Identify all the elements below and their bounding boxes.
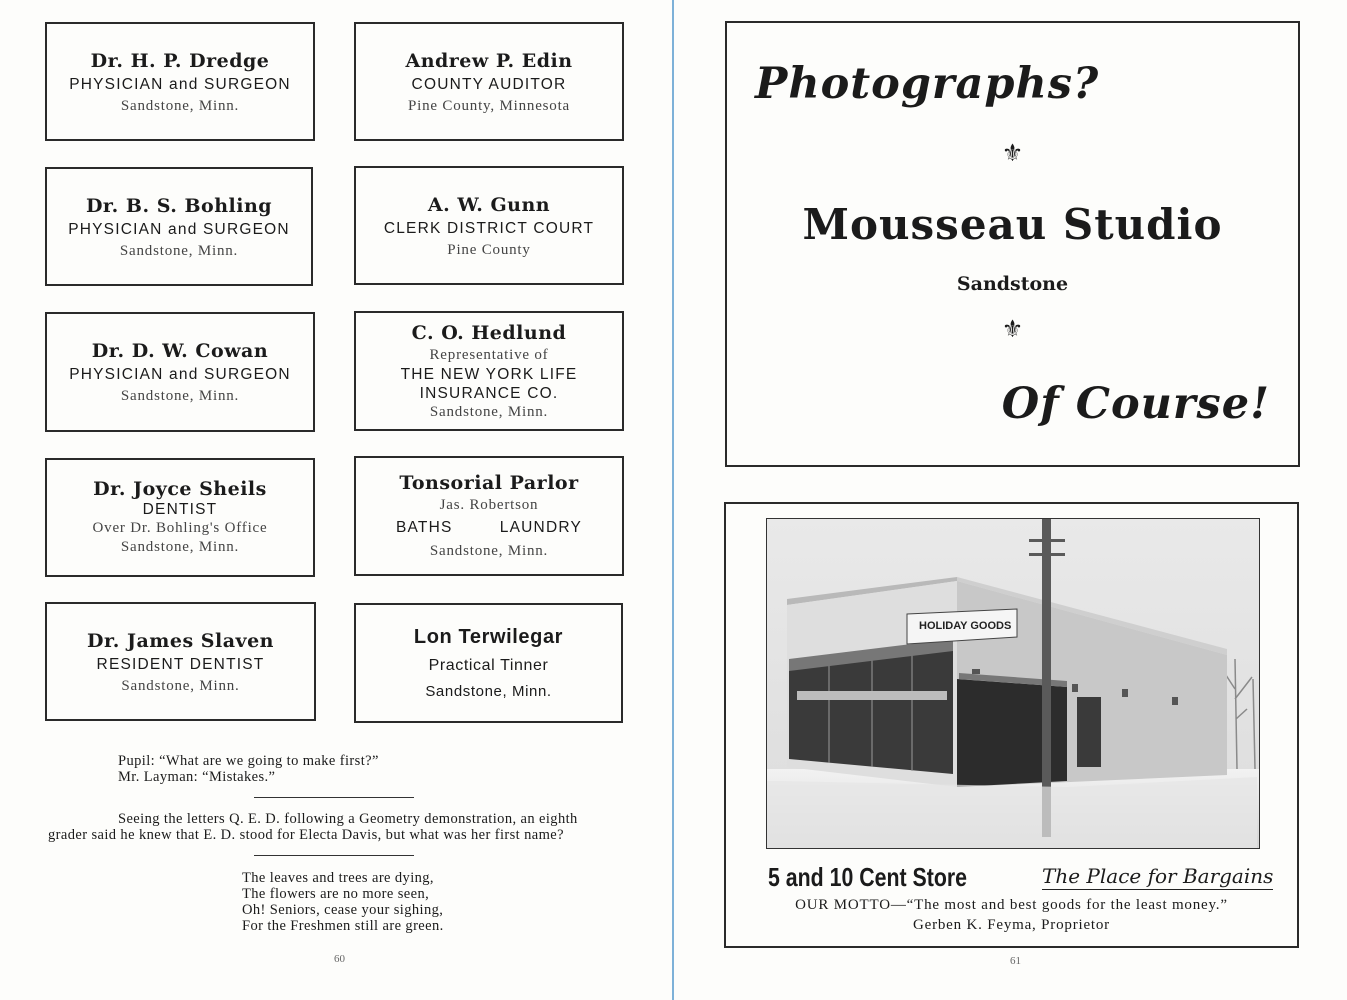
card-name: Dr. B. S. Bohling [85,194,273,217]
card-title: Practical Tinner [428,657,549,674]
poem-line: The flowers are no more seen, [242,886,430,902]
card-location: Sandstone, Minn. [120,539,240,555]
card-cowan [45,312,315,432]
card-name: Dr. D. W. Cowan [91,340,269,362]
card-title: PHYSICIAN and SURGEON [69,366,291,383]
studio-ad [725,21,1300,467]
card-services [356,515,622,541]
card-location: Sandstone, Minn. [120,388,240,404]
joke-pupil [118,753,379,785]
card-name: Dr. H. P. Dredge [90,49,270,72]
card-location: Pine County [447,241,531,258]
card-location: Sandstone, Minn. [121,677,240,694]
poem-line: The leaves and trees are dying, [242,870,434,886]
card-dredge [45,22,315,141]
joke-qed [48,811,622,843]
card-name: Dr. Joyce Sheils [93,478,267,500]
store-photo [766,518,1260,849]
page-number: 60 [334,953,345,965]
card-sub: Over Dr. Bohling's Office [92,520,268,536]
divider [254,797,414,798]
card-location: Sandstone, Minn. [429,543,549,559]
card-title: PHYSICIAN and SURGEON [69,75,291,93]
joke-line: Mr. Layman: “Mistakes.” [118,769,276,785]
card-service-right: LAUNDRY [499,519,582,536]
card-tonsorial [354,456,624,576]
card-service-left: BATHS [396,519,453,536]
studio-location: Sandstone [956,273,1069,295]
card-prefix: Representative of [429,347,549,363]
card-edin [354,22,624,141]
card-title: RESIDENT DENTIST [96,655,265,673]
card-name: Lon Terwilegar [413,626,564,648]
store-motto: OUR MOTTO—“The most and best goods for the least money.” [795,897,1228,913]
poem [242,870,444,934]
fleur-de-lis-icon: ⚜ [1001,141,1024,167]
studio-headline: Photographs? [755,59,1100,109]
studio-closing: Of Course! [1001,379,1270,429]
card-location: Sandstone, Minn. [120,97,240,114]
card-name: C. O. Hedlund [411,322,567,344]
left-page [0,0,673,1000]
joke-line: Pupil: “What are we going to make first?” [118,753,379,769]
card-title: PHYSICIAN and SURGEON [68,220,290,238]
store-name: 5 and 10 Cent Store [768,862,968,892]
card-title: CLERK DISTRICT COURT [383,219,595,237]
card-title: COUNTY AUDITOR [411,75,567,93]
card-sub: Jas. Robertson [439,497,539,513]
card-hedlund [354,311,624,431]
page-number: 61 [1010,955,1021,967]
card-line: INSURANCE CO. [419,385,559,402]
card-name: Dr. James Slaven [87,629,274,652]
joke-line: Seeing the letters Q. E. D. following a Geometry demonstration, an eighth [118,811,578,827]
card-name: A. W. Gunn [427,193,551,216]
card-location: Sandstone, Minn. [119,242,239,259]
poem-line: For the Freshmen still are green. [242,918,444,934]
card-slaven [45,602,316,721]
card-line: THE NEW YORK LIFE [400,366,578,383]
divider [254,855,414,856]
right-page [674,0,1347,1000]
card-location: Pine County, Minnesota [407,97,571,114]
card-terwilegar [354,603,623,723]
card-name: Andrew P. Edin [405,49,573,72]
card-name: Tonsorial Parlor [399,472,579,494]
card-location: Sandstone, Minn. [429,404,549,420]
studio-name: Mousseau Studio [802,200,1223,249]
poem-line: Oh! Seniors, cease your sighing, [242,902,444,918]
card-location: Sandstone, Minn. [425,683,552,700]
card-title: DENTIST [142,501,218,518]
store-ad [724,502,1299,948]
joke-line: grader said he knew that E. D. stood for Electa Davis, but what was her first name? [48,827,564,843]
fleur-de-lis-icon: ⚜ [1001,317,1024,343]
store-photo-image [767,519,1260,849]
store-proprietor: Gerben K. Feyma, Proprietor [913,917,1110,933]
card-sheils [45,458,315,577]
card-bohling [45,167,313,286]
store-tagline: The Place for Bargains [1042,864,1274,888]
card-gunn [354,166,624,285]
store-sign: HOLIDAY GOODS [919,620,1012,632]
